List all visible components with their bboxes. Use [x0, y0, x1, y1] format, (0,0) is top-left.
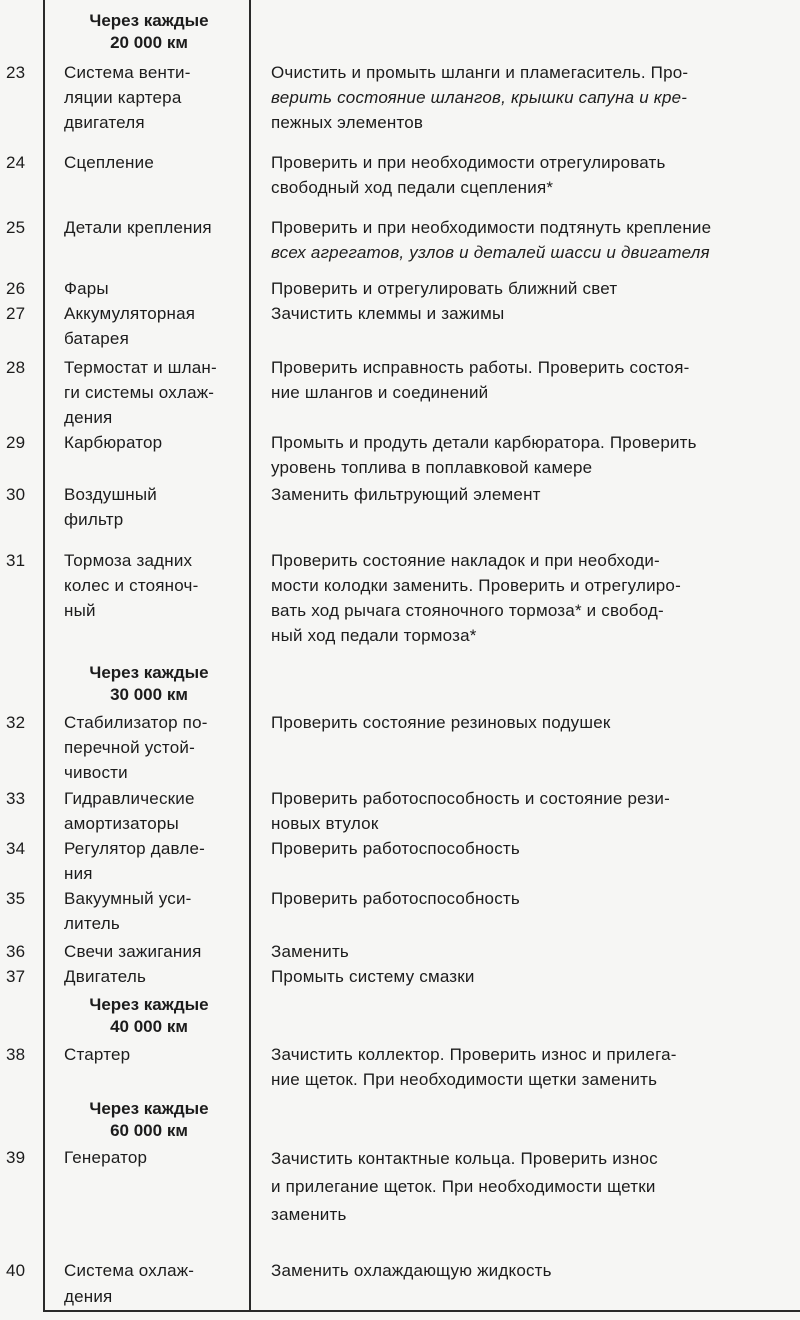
section-header-60000 — [64, 1098, 234, 1142]
row-description: Проверить и при необходимости отрегулировать свободный ход педали сцепления* — [271, 153, 666, 197]
row-description: Заменить охлаждающую жидкость — [271, 1261, 552, 1280]
row-description: Заменить фильтрующий элемент — [271, 485, 541, 504]
row-number: 24 — [6, 153, 26, 172]
row-number: 39 — [6, 1148, 26, 1167]
row-name: Стабилизатор по- перечной устой- чивости — [64, 713, 208, 782]
row-name: Двигатель — [64, 967, 147, 986]
section-km: 20 000 км — [110, 33, 188, 52]
row-description: Проверить и при необходимости подтянуть крепление всех агрегатов, узлов и деталей шасси и двигателя — [271, 218, 712, 262]
row-number: 37 — [6, 967, 26, 986]
row-number: 35 — [6, 889, 26, 908]
row-name: Гидравлические амортизаторы — [64, 789, 195, 833]
row-number: 27 — [6, 304, 26, 323]
row-description: Проверить исправность работы. Проверить состоя- ние шлангов и соединений — [271, 358, 690, 402]
row-description: Проверить работоспособность — [271, 889, 520, 908]
row-number: 26 — [6, 279, 26, 298]
row-number: 33 — [6, 789, 26, 808]
row-name: Тормоза задних колес и стояноч- ный — [64, 551, 199, 620]
row-number: 36 — [6, 942, 26, 961]
row-name: Аккумуляторная батарея — [64, 304, 196, 348]
row-number: 28 — [6, 358, 26, 377]
row-number: 38 — [6, 1045, 26, 1064]
row-name: Система охлаж- дения — [64, 1261, 195, 1306]
section-km: 40 000 км — [110, 1017, 188, 1036]
row-description: Проверить работоспособность и состояние рези- новых втулок — [271, 789, 670, 833]
row-name: Регулятор давле- ния — [64, 839, 205, 883]
row-name: Карбюратор — [64, 433, 163, 452]
row-number: 34 — [6, 839, 26, 858]
column-divider-right — [249, 0, 251, 1312]
row-name: Система венти- ляции картера двигателя — [64, 63, 191, 132]
table-bottom-border — [43, 1310, 800, 1312]
row-description: Зачистить контактные кольца. Проверить износ и прилегание щеток. При необходимости щетки заменить — [271, 1149, 658, 1224]
row-number: 31 — [6, 551, 26, 570]
section-km: 30 000 км — [110, 685, 188, 704]
row-number: 40 — [6, 1261, 26, 1280]
section-title: Через каждые — [89, 663, 209, 682]
section-header-40000 — [64, 994, 234, 1038]
row-number: 23 — [6, 63, 26, 82]
section-title: Через каждые — [89, 995, 209, 1014]
row-name: Вакуумный уси- литель — [64, 889, 192, 933]
row-description: Проверить работоспособность — [271, 839, 520, 858]
row-number: 29 — [6, 433, 26, 452]
row-description: Проверить состояние накладок и при необходи- мости колодки заменить. Проверить и отрегулиро- вать ход рычага стояночного тормоза* и свобод- ный ход педали тормоза* — [271, 551, 681, 645]
row-description: Проверить состояние резиновых подушек — [271, 713, 611, 732]
row-description: Зачистить клеммы и зажимы — [271, 304, 505, 323]
row-name: Детали крепления — [64, 218, 212, 237]
row-description: Промыть и продуть детали карбюратора. Проверить уровень топлива в поплавковой камере — [271, 433, 697, 477]
section-header-20000 — [64, 10, 234, 54]
row-description: Зачистить коллектор. Проверить износ и прилега- ние щеток. При необходимости щетки заменить — [271, 1045, 677, 1089]
section-km: 60 000 км — [110, 1121, 188, 1140]
row-number: 30 — [6, 485, 26, 504]
row-description: Заменить — [271, 942, 349, 961]
row-description: Проверить и отрегулировать ближний свет — [271, 279, 618, 298]
row-name: Термостат и шлан- ги системы охлаж- дения — [64, 358, 217, 427]
row-name: Воздушный фильтр — [64, 485, 157, 529]
row-name: Стартер — [64, 1045, 131, 1064]
section-header-30000 — [64, 662, 234, 706]
row-name: Генератор — [64, 1148, 148, 1167]
section-title: Через каждые — [89, 1099, 209, 1118]
row-name: Свечи зажигания — [64, 942, 202, 961]
row-number: 32 — [6, 713, 26, 732]
row-description: Промыть систему смазки — [271, 967, 475, 986]
row-description: Очистить и промыть шланги и пламегаситель. Про- верить состояние шлангов, крышки сапуна и кре- пежных элементов — [271, 63, 689, 132]
row-name: Сцепление — [64, 153, 154, 172]
section-title: Через каждые — [89, 11, 209, 30]
row-number: 25 — [6, 218, 26, 237]
row-name: Фары — [64, 279, 109, 298]
column-divider-left — [43, 0, 45, 1312]
